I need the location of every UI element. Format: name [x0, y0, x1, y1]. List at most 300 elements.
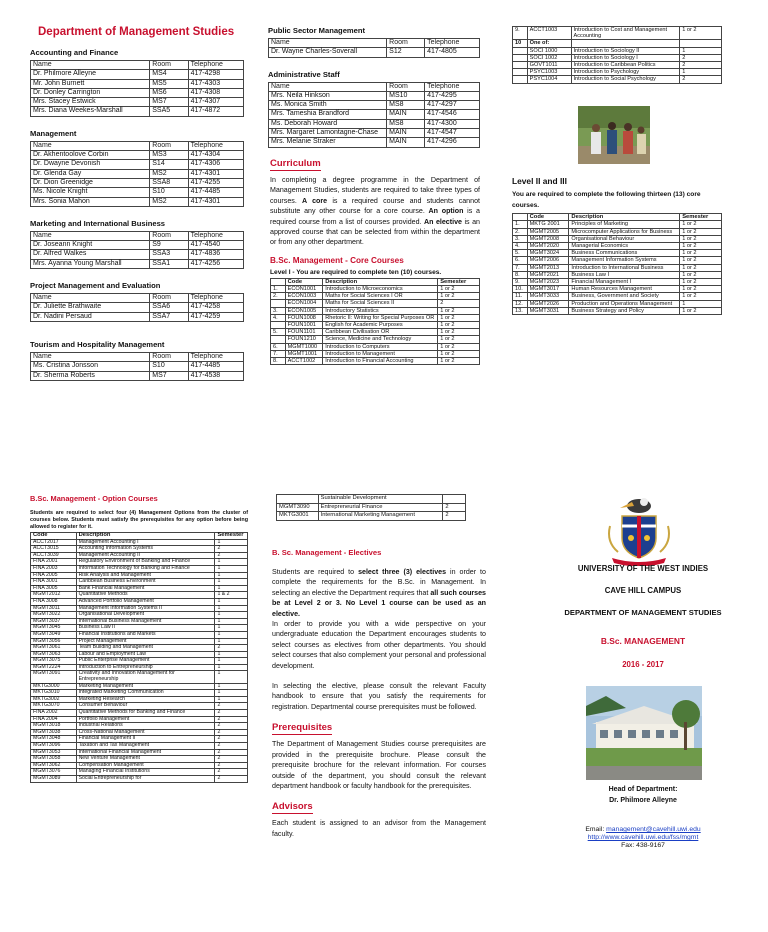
- course-cell: 1 or 2: [680, 228, 722, 235]
- staff-room: SSA7: [150, 312, 188, 321]
- course-cell: 2: [443, 503, 466, 512]
- course-cell: 2: [680, 62, 722, 69]
- course-cell: 1 or 2: [680, 293, 722, 300]
- course-cell: MKTG3070: [31, 703, 77, 710]
- course-cell: 7.: [513, 264, 528, 271]
- course-table-row: [513, 47, 722, 54]
- staff-telephone: 417-4308: [188, 88, 243, 97]
- course-cell: Caribbean Civilisation OR: [323, 329, 438, 336]
- staff-name: Dr. Akhentoolove Corbin: [31, 151, 150, 160]
- course-cell: 2: [215, 645, 248, 652]
- staff-name: Dr. Glenda Gay: [31, 169, 150, 178]
- course-cell: 1: [215, 658, 248, 665]
- staff-telephone: 417-4255: [188, 178, 243, 187]
- course-cell: MGMT3049: [31, 631, 77, 638]
- course-cell: Organisational Behaviour: [569, 235, 680, 242]
- course-cell: Marketing Research: [76, 696, 215, 703]
- staff-table-row: [31, 259, 244, 268]
- course-cell: ECON1001: [285, 286, 323, 293]
- course-cell: Quantitative Methods: [76, 592, 215, 599]
- course-header-cell: Code: [527, 214, 569, 221]
- staff-room: SSA5: [150, 107, 188, 116]
- staff-name: Name: [31, 141, 150, 150]
- course-cell: 1: [680, 69, 722, 76]
- course-cell: International Business Management: [76, 618, 215, 625]
- course-cell: Science, Medicine and Technology: [323, 336, 438, 343]
- course-cell: 8.: [513, 271, 528, 278]
- website-link[interactable]: http://www.cavehill.uwi.edu/fss/mgmt: [587, 834, 699, 841]
- level23-course-table: [512, 213, 722, 315]
- course-table-row: [513, 76, 722, 83]
- course-cell: 6.: [513, 257, 528, 264]
- staff-telephone: 417-4485: [188, 362, 243, 371]
- staff-table-row: [269, 138, 480, 147]
- course-cell: Information Technology for Banking and Finance: [76, 565, 215, 572]
- course-cell: Cross-National Management: [76, 729, 215, 736]
- options-continued: [276, 494, 466, 521]
- course-header-cell: Description: [76, 533, 215, 540]
- staff-room: MS7: [150, 371, 188, 380]
- course-cell: English for Academic Purposes: [323, 322, 438, 329]
- staff-group-title: Public Sector Management: [268, 26, 366, 35]
- course-table-row: [513, 271, 722, 278]
- staff-table-row: [269, 91, 480, 100]
- course-table-row: [31, 716, 248, 723]
- course-cell: 2: [680, 76, 722, 83]
- staff-telephone: 417-4298: [188, 70, 243, 79]
- course-cell: 1 or 2: [680, 250, 722, 257]
- course-cell: Management Accounting II: [76, 552, 215, 559]
- course-cell: MGMT3090: [277, 503, 319, 512]
- staff-table-row: [31, 151, 244, 160]
- course-cell: Financial Management II: [76, 736, 215, 743]
- staff-telephone: Telephone: [188, 141, 243, 150]
- course-cell: 2: [215, 775, 248, 782]
- campus-photo: [586, 686, 702, 780]
- course-cell: 7.: [271, 350, 286, 357]
- course-cell: 2: [215, 736, 248, 743]
- course-cell: Sustainable Development: [318, 495, 443, 504]
- course-cell: International Financial Management: [76, 749, 215, 756]
- staff-name: Name: [31, 231, 150, 240]
- course-cell: Organisational Development: [76, 612, 215, 619]
- staff-telephone: 417-4306: [188, 160, 243, 169]
- staff-room: MS7: [150, 98, 188, 107]
- course-cell: New Venture Management: [76, 756, 215, 763]
- course-cell: Business Law II: [76, 625, 215, 632]
- course-cell: Compensation Management: [76, 762, 215, 769]
- staff-name: Dr. Nadini Persaud: [31, 312, 150, 321]
- course-header-cell: Semester: [215, 533, 248, 540]
- campus-name: CAVE HILL CAMPUS: [604, 586, 682, 595]
- course-table-row: [271, 329, 480, 336]
- uwi-crest: [604, 492, 674, 566]
- email-line: Email: management@cavehill.uwi.edu: [585, 826, 701, 833]
- staff-name: Mrs. Neila Hinkson: [269, 91, 387, 100]
- course-cell: 2.: [271, 293, 286, 300]
- course-cell: 8.: [271, 358, 286, 365]
- course-table-row: [513, 27, 722, 40]
- option-courses-note: Students are required to select four (4) Management Options from the cluster of courses below. Students must satisfy the prerequisites for any option before being allowed to register for it.: [30, 510, 248, 530]
- staff-telephone: 417-4304: [188, 151, 243, 160]
- electives-paragraph-2: In order to provide you with a wide perspective on your undergraduate education the Department encourages students to select courses as electives from other departments. You should select courses that also complement your personal and professional development.: [272, 620, 486, 670]
- course-cell: MGMT3058: [31, 756, 77, 763]
- staff-table-row: [31, 241, 244, 250]
- course-cell: MGMT3063: [31, 651, 77, 658]
- course-cell: 1 or 2: [680, 27, 722, 40]
- staff-table-row: [31, 88, 244, 97]
- course-table-row: [31, 618, 248, 625]
- course-cell: Entrepreneurial Finance: [318, 503, 443, 512]
- course-header-cell: Code: [31, 533, 77, 540]
- head-name: Dr. Philmore Alleyne: [609, 797, 677, 804]
- course-cell: 1 or 2: [680, 279, 722, 286]
- course-cell: 1: [215, 559, 248, 566]
- staff-telephone: 417-4836: [188, 250, 243, 259]
- course-cell: MGMT3011: [31, 605, 77, 612]
- staff-table-row: [31, 188, 244, 197]
- course-cell: 1: [215, 664, 248, 671]
- option-courses-table: [30, 532, 248, 783]
- course-cell: One of:: [527, 40, 571, 47]
- staff-table-header: [269, 82, 480, 91]
- advisors-paragraph: Each student is assigned to an advisor from the Management faculty.: [272, 819, 486, 838]
- staff-table-row: [31, 303, 244, 312]
- course-cell: 3.: [513, 235, 528, 242]
- staff-table-row: [31, 371, 244, 380]
- course-cell: Microcomputer Applications for Business: [569, 228, 680, 235]
- course-table-row: [277, 512, 466, 521]
- course-cell: 1: [215, 579, 248, 586]
- course-table-header: [31, 533, 248, 540]
- staff-room: MS2: [150, 169, 188, 178]
- staff-telephone: Telephone: [188, 294, 243, 303]
- email-link[interactable]: management@cavehill.uwi.edu: [606, 826, 701, 833]
- course-cell: 3.: [271, 307, 286, 314]
- course-cell: Introductory Statistics: [323, 307, 438, 314]
- course-table-row: [513, 293, 722, 300]
- university-name: UNIVERSITY OF THE WEST INDIES: [577, 564, 709, 573]
- course-cell: 2: [215, 703, 248, 710]
- course-table-row: [31, 690, 248, 697]
- staff-room: Room: [150, 141, 188, 150]
- staff-room: S10: [150, 362, 188, 371]
- course-cell: [277, 495, 319, 504]
- course-cell: Maths for Social Sciences I OR: [323, 293, 438, 300]
- staff-telephone: 417-4872: [188, 107, 243, 116]
- staff-name: Mrs. Melanie Straker: [269, 138, 387, 147]
- course-table-row: [271, 322, 480, 329]
- staff-room: MAIN: [387, 110, 425, 119]
- course-cell: MGMT3045: [31, 625, 77, 632]
- staff-name: Mrs. Ayanna Young Marshall: [31, 259, 150, 268]
- course-cell: 1: [215, 683, 248, 690]
- course-cell: FINA 3005: [31, 585, 77, 592]
- staff-telephone: 417-4547: [425, 129, 480, 138]
- course-cell: Introduction to Caribbean Politics: [571, 62, 680, 69]
- staff-directory-left: [30, 48, 244, 381]
- course-cell: Marketing Management: [76, 683, 215, 690]
- course-cell: 2.: [513, 228, 528, 235]
- course-cell: [271, 322, 286, 329]
- course-cell: MGMT3048: [31, 736, 77, 743]
- course-cell: 5.: [271, 329, 286, 336]
- staff-table: [30, 231, 244, 269]
- course-cell: ACCT1003: [527, 27, 571, 40]
- course-cell: Quantitative Methods for Banking and Finance: [76, 710, 215, 717]
- course-cell: 2: [215, 710, 248, 717]
- staff-name: Name: [31, 294, 150, 303]
- course-cell: Integrated Marketing Communication: [76, 690, 215, 697]
- course-cell: MGMT2026: [527, 300, 569, 307]
- course-cell: Bank Financial Management: [76, 585, 215, 592]
- staff-telephone: 417-4295: [425, 91, 480, 100]
- staff-room: MS4: [150, 70, 188, 79]
- staff-telephone: Telephone: [425, 82, 480, 91]
- course-cell: FOUN1001: [285, 322, 323, 329]
- course-cell: Management Accounting I: [76, 539, 215, 546]
- course-cell: MGMT2005: [527, 228, 569, 235]
- staff-room: Room: [150, 61, 188, 70]
- staff-table-header: [31, 231, 244, 240]
- staff-telephone: 417-4546: [425, 110, 480, 119]
- course-header-cell: [271, 278, 286, 285]
- course-cell: 1 or 2: [680, 307, 722, 314]
- course-cell: MGMT3022: [31, 612, 77, 619]
- course-cell: Introduction to Cost and Management Accounting: [571, 27, 680, 40]
- course-cell: MGMT2023: [527, 279, 569, 286]
- staff-room: MS2: [150, 197, 188, 206]
- staff-telephone: Telephone: [188, 231, 243, 240]
- course-cell: 1 or 2: [680, 221, 722, 228]
- staff-telephone: 417-4485: [188, 188, 243, 197]
- course-cell: Rhetoric II: Writing for Special Purposes OR: [323, 314, 438, 321]
- staff-telephone: Telephone: [188, 61, 243, 70]
- course-cell: 1: [215, 605, 248, 612]
- course-cell: MGMT3089: [31, 775, 77, 782]
- course-cell: 2: [215, 552, 248, 559]
- course-table-row: [513, 286, 722, 293]
- staff-table-row: [31, 197, 244, 206]
- staff-group: [30, 219, 244, 269]
- course-header-cell: Description: [323, 278, 438, 285]
- staff-table: [268, 38, 480, 58]
- course-cell: MKTG3010: [31, 690, 77, 697]
- course-cell: MGMT3076: [31, 769, 77, 776]
- course-cell: 1.: [513, 221, 528, 228]
- course-cell: MGMT2008: [527, 235, 569, 242]
- staff-name: Mrs. Margaret Lamontagne-Chase: [269, 129, 387, 138]
- course-cell: FINA 2005: [31, 572, 77, 579]
- course-table-row: [513, 300, 722, 307]
- course-table-row: [271, 350, 480, 357]
- staff-telephone: 417-4296: [425, 138, 480, 147]
- course-cell: [271, 336, 286, 343]
- staff-group-title: Administrative Staff: [268, 69, 340, 79]
- curriculum-section: [270, 153, 480, 365]
- course-cell: FOUN1008: [285, 314, 323, 321]
- course-cell: 12.: [513, 300, 528, 307]
- course-cell: ACCT2017: [31, 539, 77, 546]
- course-cell: MGMT1000: [285, 343, 323, 350]
- course-cell: [271, 300, 286, 307]
- staff-table: [30, 352, 244, 381]
- staff-group: [30, 48, 244, 117]
- fax-line: Fax: 438-9167: [621, 842, 665, 849]
- staff-telephone: 417-4301: [188, 169, 243, 178]
- curriculum-heading: Curriculum: [270, 158, 321, 169]
- course-cell: Introduction to Sociology II: [571, 47, 680, 54]
- course-cell: 1: [680, 300, 722, 307]
- course-cell: MGMT2006: [527, 257, 569, 264]
- course-cell: ACCT3015: [31, 546, 77, 553]
- course-cell: 1 or 2: [438, 286, 480, 293]
- course-cell: Maths for Social Sciences II: [323, 300, 438, 307]
- course-cell: 2: [215, 723, 248, 730]
- course-cell: Advanced Portfolio Management: [76, 598, 215, 605]
- staff-table: [30, 141, 244, 207]
- course-cell: 13.: [513, 307, 528, 314]
- course-cell: 1 or 2: [438, 307, 480, 314]
- staff-table: [30, 60, 244, 117]
- course-cell: PSYC1004: [527, 76, 571, 83]
- course-cell: 1 or 2: [438, 350, 480, 357]
- course-table-row: [31, 729, 248, 736]
- course-cell: 1 or 2: [438, 314, 480, 321]
- course-cell: Introduction to Sociology I: [571, 54, 680, 61]
- staff-name: Mrs. Sonia Mahon: [31, 197, 150, 206]
- curriculum-paragraph: In completing a degree programme in the Department of Management Studies, students are required to take three types of courses. A core is a required course and students cannot substitute any other course for a core course. An option is a required course from a list of courses provided. An elective is an approved course that can be selected from within the department or from any other department.: [270, 176, 480, 247]
- staff-name: Ms. Monica Smith: [269, 101, 387, 110]
- course-header-cell: [513, 214, 528, 221]
- course-cell: 2: [215, 762, 248, 769]
- students-photo: [578, 106, 650, 164]
- course-cell: MKTG3001: [277, 512, 319, 521]
- course-header-cell: Semester: [680, 214, 722, 221]
- course-cell: Business Communications: [569, 250, 680, 257]
- course-cell: Labour and Employment Law: [76, 651, 215, 658]
- course-table-row: [31, 671, 248, 683]
- staff-name: Dr. Dion Greenidge: [31, 178, 150, 187]
- course-cell: MGMT2021: [527, 271, 569, 278]
- level1-note: Level I - You are required to complete ten (10) courses.: [270, 268, 442, 276]
- course-cell: Public Enterprise Management: [76, 658, 215, 665]
- course-cell: Portfolio Management: [76, 716, 215, 723]
- course-cell: Introduction to Social Psychology: [571, 76, 680, 83]
- course-cell: 1: [680, 47, 722, 54]
- staff-name: Ms. Cristina Jonsson: [31, 362, 150, 371]
- course-cell: FINA 2003: [31, 565, 77, 572]
- level1-course-table: [270, 278, 480, 365]
- staff-table-header: [269, 39, 480, 48]
- staff-room: SSA8: [150, 178, 188, 187]
- course-cell: 10.: [513, 286, 528, 293]
- staff-room: MAIN: [387, 138, 425, 147]
- course-cell: MGMT3024: [527, 250, 569, 257]
- level23-section: [512, 176, 722, 315]
- course-cell: 2: [215, 756, 248, 763]
- staff-table-row: [31, 169, 244, 178]
- contact-block: [560, 786, 726, 849]
- course-cell: Creativity and Innovation Management for Entrepreneurship: [76, 671, 215, 683]
- course-cell: MGMT1001: [285, 350, 323, 357]
- staff-group-title: Management: [30, 128, 77, 138]
- staff-room: Room: [387, 82, 425, 91]
- course-cell: 1 or 2: [438, 329, 480, 336]
- staff-table-row: [31, 107, 244, 116]
- course-cell: Production and Operations Management: [569, 300, 680, 307]
- course-cell: MKTG3000: [31, 683, 77, 690]
- course-cell: Managing Financial Institutions: [76, 769, 215, 776]
- course-cell: MGMT3096: [31, 743, 77, 750]
- course-table-row: [271, 314, 480, 321]
- course-cell: MKTG 2001: [527, 221, 569, 228]
- course-cell: [513, 47, 528, 54]
- course-cell: ACCT3039: [31, 552, 77, 559]
- course-cell: MGMT3062: [31, 762, 77, 769]
- staff-telephone: 417-4258: [188, 303, 243, 312]
- course-cell: 1: [215, 612, 248, 619]
- course-cell: MGMT3091: [31, 671, 77, 683]
- staff-room: Room: [150, 352, 188, 361]
- course-cell: Introduction to Management: [323, 350, 438, 357]
- course-cell: Consumer Behaviour: [76, 703, 215, 710]
- course-cell: 1: [215, 631, 248, 638]
- staff-group: [268, 26, 480, 58]
- course-cell: 9.: [513, 279, 528, 286]
- staff-name: Dr. Wayne Charles-Soverall: [269, 48, 387, 57]
- electives-paragraph-1: Students are required to select three (3) electives in order to complete the requirements for the B.Sc. in Management. In selecting an elective the Department requires that all such courses be at Level 2 or 3. No Level 1 course can be used as an elective.: [272, 568, 486, 618]
- course-cell: Risk Analysis and Management: [76, 572, 215, 579]
- options-continued-table: [276, 494, 466, 521]
- course-cell: ECON1005: [285, 307, 323, 314]
- staff-telephone: 417-4301: [188, 197, 243, 206]
- course-table-row: [513, 235, 722, 242]
- course-cell: [443, 495, 466, 504]
- level1-continued: [512, 26, 722, 84]
- course-cell: Introduction to International Business: [569, 264, 680, 271]
- course-table-row: [513, 40, 722, 47]
- course-cell: MGMT3033: [527, 293, 569, 300]
- course-cell: 1: [215, 585, 248, 592]
- course-table-row: [513, 250, 722, 257]
- course-cell: FOUN1101: [285, 329, 323, 336]
- course-table-row: [271, 343, 480, 350]
- course-cell: 2: [215, 546, 248, 553]
- staff-name: Ms. Deborah Howard: [269, 119, 387, 128]
- course-cell: Introduction to Computers: [323, 343, 438, 350]
- course-cell: ECON1003: [285, 293, 323, 300]
- course-cell: 1: [215, 539, 248, 546]
- course-cell: 1: [215, 690, 248, 697]
- course-cell: 2: [438, 300, 480, 307]
- course-cell: MGMT3075: [31, 658, 77, 665]
- staff-room: MS8: [387, 101, 425, 110]
- course-cell: Financial Institutions and Markets: [76, 631, 215, 638]
- staff-name: Mr. John Burnett: [31, 79, 150, 88]
- course-header-cell: Semester: [438, 278, 480, 285]
- course-cell: 1 or 2: [680, 243, 722, 250]
- course-table-row: [271, 293, 480, 300]
- staff-table-header: [31, 141, 244, 150]
- course-cell: Social Entrepreneurship for: [76, 775, 215, 782]
- course-table-row: [513, 221, 722, 228]
- course-cell: FINA 2001: [31, 559, 77, 566]
- staff-name: Name: [269, 39, 387, 48]
- course-cell: MGMT3037: [31, 618, 77, 625]
- staff-name: Dr. Dwayne Devonish: [31, 160, 150, 169]
- course-table-row: [513, 257, 722, 264]
